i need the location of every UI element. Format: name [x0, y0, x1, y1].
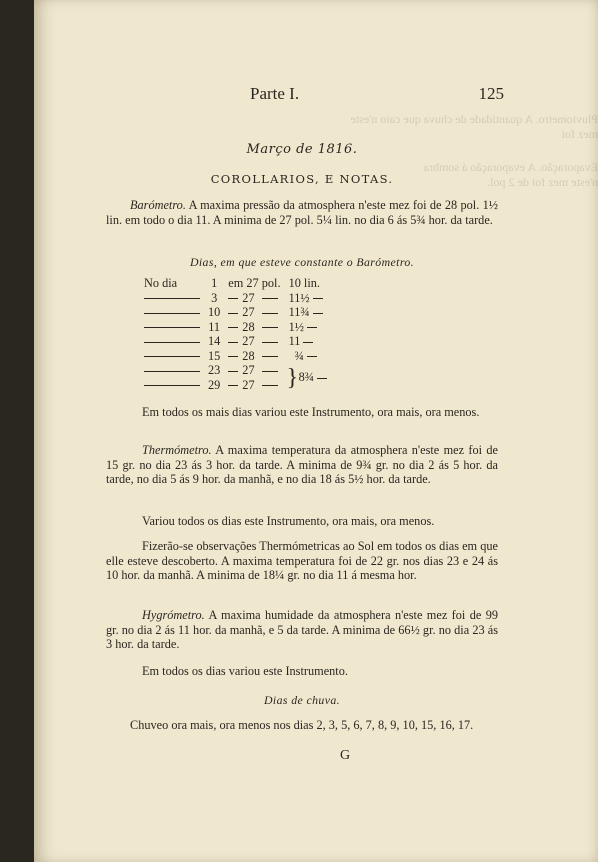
table-cell-day: 14 — [208, 334, 221, 348]
table-cell-pol: 27 — [224, 291, 284, 306]
table-cell-day: 29 — [208, 377, 221, 392]
paragraph-variou: Variou todos os dias este Instrumento, ora mais, ora menos. — [142, 514, 435, 528]
table-cell-pol: 28 — [224, 320, 284, 335]
table-cell-day: 11 — [208, 319, 221, 334]
chuva-title: Dias de chuva. — [263, 693, 341, 707]
part-label: Parte I. — [250, 84, 300, 103]
barometro-paragraph — [106, 198, 498, 227]
table-row — [140, 334, 327, 349]
hygrometro-label: Hygrómetro. — [142, 608, 205, 622]
book-page: Pluviometro. A quantidade de chuva que caio n'este mez foi Evaporação. A evaporação á sombra n'este mez foi de 2 pol. Parte I. 125 Março de 1816. COROLLARIOS, E NOTAS. Barómetro. A maxima pressão da atmosphera n'este mez foi de 28 pol. 1½ lin. em todo o dia 11. A minima de 27 pol. 5¼ lin. no dia 6 ás 5¾ hor. da tarde. Dias, em que esteve constante o Barómetro. No dia 1 em 27 pol. 10 lin. 3 27 11½ 10 27 11¾ 11 28 1½ 14 27 11 15 28 ¾ 23 27 } 8¾ 29 27 Em todos os mais dias variou este Instrumento, ora mais, ora menos. Thermómetro. A maxima temperatura da atmosphera n'este mez foi de 15 gr. no dia 23 ás 3 hor. da tarde. A minima de 9¾ gr. no dia 2 ás 5 hor. da tarde, no dia 5 ás 9 hor. da manhã, e no dia 18 ás 5½ hor. da tarde. Variou todos os dias este Instrumento, ora mais, ora menos. Fizerão-se observações Thermómetricas ao Sol em todos os dias em que elle esteve descoberto. A maxima temperatura foi de 22 gr. nos dias 23 e 24 ás 10 hor. da manhã. A minima de 18¼ gr. no dia 11 á mesma hor. Hygrómetro. A maxima humidade da atmosphera n'este mez foi de 99 gr. no dia 2 ás 11 hor. da manhã, e 5 da tarde. A minima de 66½ gr. no dia 23 ás 3 hor. da tarde. Em todos os dias variou este Instrumento. Dias de chuva. Chuveo ora mais, ora menos nos dias 2, 3, 5, 6, 7, 8, 9, 10, 15, 16, 17. G — [34, 0, 598, 862]
table-cell-day: 3 — [211, 290, 218, 305]
leader-dash — [140, 334, 204, 349]
leader-dash — [140, 291, 204, 306]
table-cell-lin: ¾ — [285, 349, 327, 364]
leader-dash — [140, 320, 204, 335]
table-cell-label: No dia — [144, 276, 178, 290]
table-cell-lin: 11½ — [285, 291, 327, 306]
table-cell-pol: 27 — [224, 334, 284, 349]
table-row — [140, 363, 327, 378]
paragraph-chuveo: Chuveo ora mais, ora menos nos dias 2, 3, 5, 6, 7, 8, 9, 10, 15, 16, 17. — [130, 718, 474, 732]
section-subtitle: COROLLARIOS, E NOTAS. — [210, 172, 394, 186]
hygrometro-paragraph — [106, 608, 498, 652]
hygrometro-text: A maxima humidade da atmosphera n'este mez foi de 99 gr. no dia 2 ás 11 hor. da manhã, e 5 da tarde. A minima de 66½ gr. no dia 23 ás 3 hor. da tarde. — [106, 608, 498, 652]
table-cell-pol: em 27 pol. — [228, 276, 281, 290]
leader-dash — [140, 305, 204, 320]
table-cell-pol: 27 — [224, 363, 284, 378]
table-cell-lin: 10 lin. — [288, 276, 320, 290]
table-cell-day: 10 — [208, 305, 221, 319]
barometro-text: A maxima pressão da atmosphera n'este mez foi de 28 pol. 1½ lin. em todo o dia 11. A minima de 27 pol. 5¼ lin. no dia 6 ás 5¾ hor. da tarde. — [106, 198, 498, 227]
barometer-table — [140, 276, 327, 392]
signature-mark: G — [340, 748, 351, 763]
table-cell-pol: 27 — [224, 305, 284, 320]
table-row — [140, 291, 327, 306]
table-cell-lin: 11¾ — [285, 305, 327, 320]
leader-dash — [140, 363, 204, 378]
paragraph-todos-hygrometro: Em todos os dias variou este Instrumento. — [142, 664, 348, 678]
table-row — [140, 305, 327, 320]
table-row — [140, 276, 327, 291]
thermometro-label: Thermómetro. — [142, 443, 212, 457]
paragraph-fizerao: Fizerão-se observações Thermómetricas ao Sol em todos os dias em que elle esteve descoberto. A maxima temperatura foi de 22 gr. nos dias 23 e 24 ás 10 hor. da manhã. A minima de 18¼ gr. no dia 11 á mesma hor. — [106, 539, 498, 583]
table-cell-day: 15 — [208, 348, 221, 363]
thermometro-paragraph — [106, 443, 498, 487]
table-cell-pol: 28 — [224, 349, 284, 364]
brace-cell — [285, 363, 327, 392]
days-constant-title: Dias, em que esteve constante o Barómetro. — [189, 255, 415, 269]
paragraph-todos-barometro: Em todos os mais dias variou este Instrumento, ora mais, ora menos. — [142, 405, 480, 419]
barometro-label: Barómetro. — [130, 198, 186, 212]
brace-glyph: } — [286, 365, 299, 391]
table-cell-lin: 11 — [285, 334, 327, 349]
page-header — [106, 84, 504, 106]
brace-value: 8¾ — [299, 370, 327, 385]
table-row — [140, 349, 327, 364]
table-cell-pol: 27 — [224, 378, 284, 393]
leader-dash — [140, 378, 204, 393]
thermometro-text: A maxima temperatura da atmosphera n'este mez foi de 15 gr. no dia 23 ás 3 hor. da tarde. A minima de 9¾ gr. no dia 2 ás 5 hor. da tarde, no dia 5 ás 9 hor. da manhã, e no dia 18 ás 5½ hor. da tarde. — [106, 443, 498, 487]
table-row — [140, 320, 327, 335]
table-cell-day: 23 — [208, 363, 221, 377]
table-cell-lin: 1½ — [285, 320, 327, 335]
leader-dash — [140, 349, 204, 364]
table-cell-day: 1 — [211, 276, 218, 290]
section-title: Março de 1816. — [246, 142, 358, 157]
page-number: 125 — [478, 84, 504, 103]
